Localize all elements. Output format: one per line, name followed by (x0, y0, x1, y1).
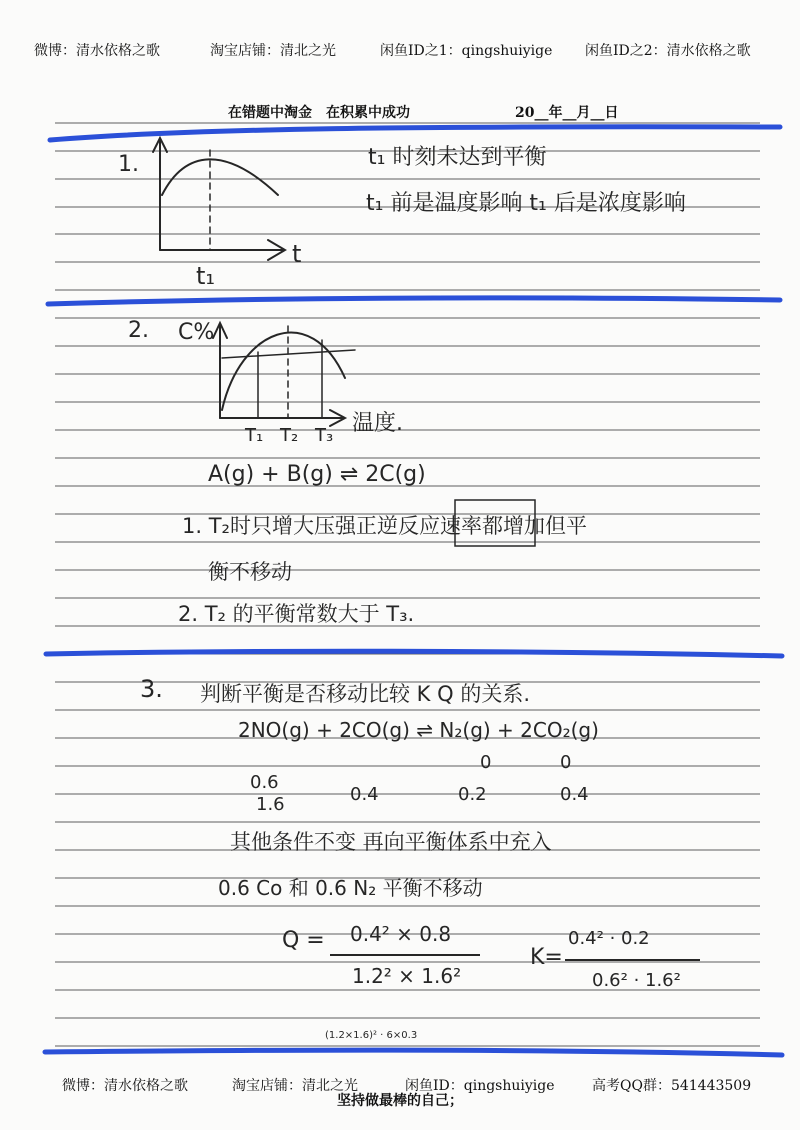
header-xianyu-1: 闲鱼ID之1：qingshuiyige (380, 43, 553, 59)
q3-value-n2: 0.2 (458, 784, 487, 805)
date-line: 20__年__月__日 (515, 105, 619, 121)
footer-qq: 高考QQ群：541443509 (592, 1078, 752, 1094)
q3-value-co2: 0.4 (560, 784, 589, 805)
q1-graph (153, 138, 285, 260)
header-weibo: 微博：清水依格之歌 (34, 43, 160, 59)
q3-text-b: 0.6 Co 和 0.6 N₂ 平衡不移动 (218, 876, 483, 900)
q2-x-label-t3: T₃ (315, 425, 334, 446)
header-taobao: 淘宝店铺：清北之光 (210, 43, 336, 59)
q3-value-no-b: 1.6 (256, 794, 285, 815)
q1-note-1: t₁ 时刻未达到平衡 (368, 145, 547, 170)
q3-value-co: 0.4 (350, 784, 379, 805)
footer-motto: 坚持做最棒的自己； (337, 1093, 463, 1109)
q1-t1-label: t₁ (196, 262, 216, 290)
footer-weibo: 微博：清水依格之歌 (62, 1078, 188, 1094)
q3-q-numerator: 0.4² × 0.8 (350, 922, 452, 946)
footer-taobao: 淘宝店铺：清北之光 (232, 1078, 358, 1094)
footer-xianyu: 闲鱼ID：qingshuiyige (405, 1078, 555, 1094)
q2-reaction: A(g) + B(g) ⇌ 2C(g) (208, 462, 426, 487)
q3-number: 3. (140, 675, 163, 703)
q2-number: 2. (128, 318, 149, 343)
q2-x-label-t2: T₂ (280, 425, 299, 446)
q3-q-label: Q = (282, 928, 325, 953)
q1-axis-t: t (292, 240, 302, 268)
q3-k-denominator: 0.6² · 1.6² (592, 970, 681, 991)
page-title: 在错题中淘金 在积累中成功 (228, 105, 410, 121)
divider-2 (48, 298, 780, 304)
q3-fraction-bars (330, 955, 700, 960)
q2-item1-line1: 1. T₂时只增大压强正逆反应速率都增加但平 (182, 514, 587, 538)
q2-y-label: C% (178, 320, 215, 345)
q3-scribble: (1.2×1.6)² · 6×0.3 (325, 1030, 418, 1041)
q2-item2: 2. T₂ 的平衡常数大于 T₃. (178, 602, 415, 626)
q1-number: 1. (118, 152, 139, 177)
q3-initial-co2: 0 (560, 752, 572, 773)
q2-item1-line2: 衡不移动 (208, 560, 292, 584)
q2-x-axis-name: 温度. (352, 411, 403, 436)
q2-x-label-t1: T₁ (245, 425, 264, 446)
q3-intro: 判断平衡是否移动比较 K Q 的关系. (200, 682, 531, 706)
q3-initial-n2: 0 (480, 752, 492, 773)
q3-text-a: 其他条件不变 再向平衡体系中充入 (230, 830, 552, 854)
divider-4 (45, 1050, 782, 1055)
q3-equation: 2NO(g) + 2CO(g) ⇌ N₂(g) + 2CO₂(g) (238, 718, 599, 742)
q3-k-label: K= (530, 945, 563, 970)
header-xianyu-2: 闲鱼ID之2：清水依格之歌 (585, 43, 751, 59)
q3-value-no-a: 0.6 (250, 772, 279, 793)
q1-note-2: t₁ 前是温度影响 t₁ 后是浓度影响 (366, 191, 686, 216)
q3-q-denominator: 1.2² × 1.6² (352, 964, 462, 988)
q3-k-numerator: 0.4² · 0.2 (568, 928, 650, 949)
